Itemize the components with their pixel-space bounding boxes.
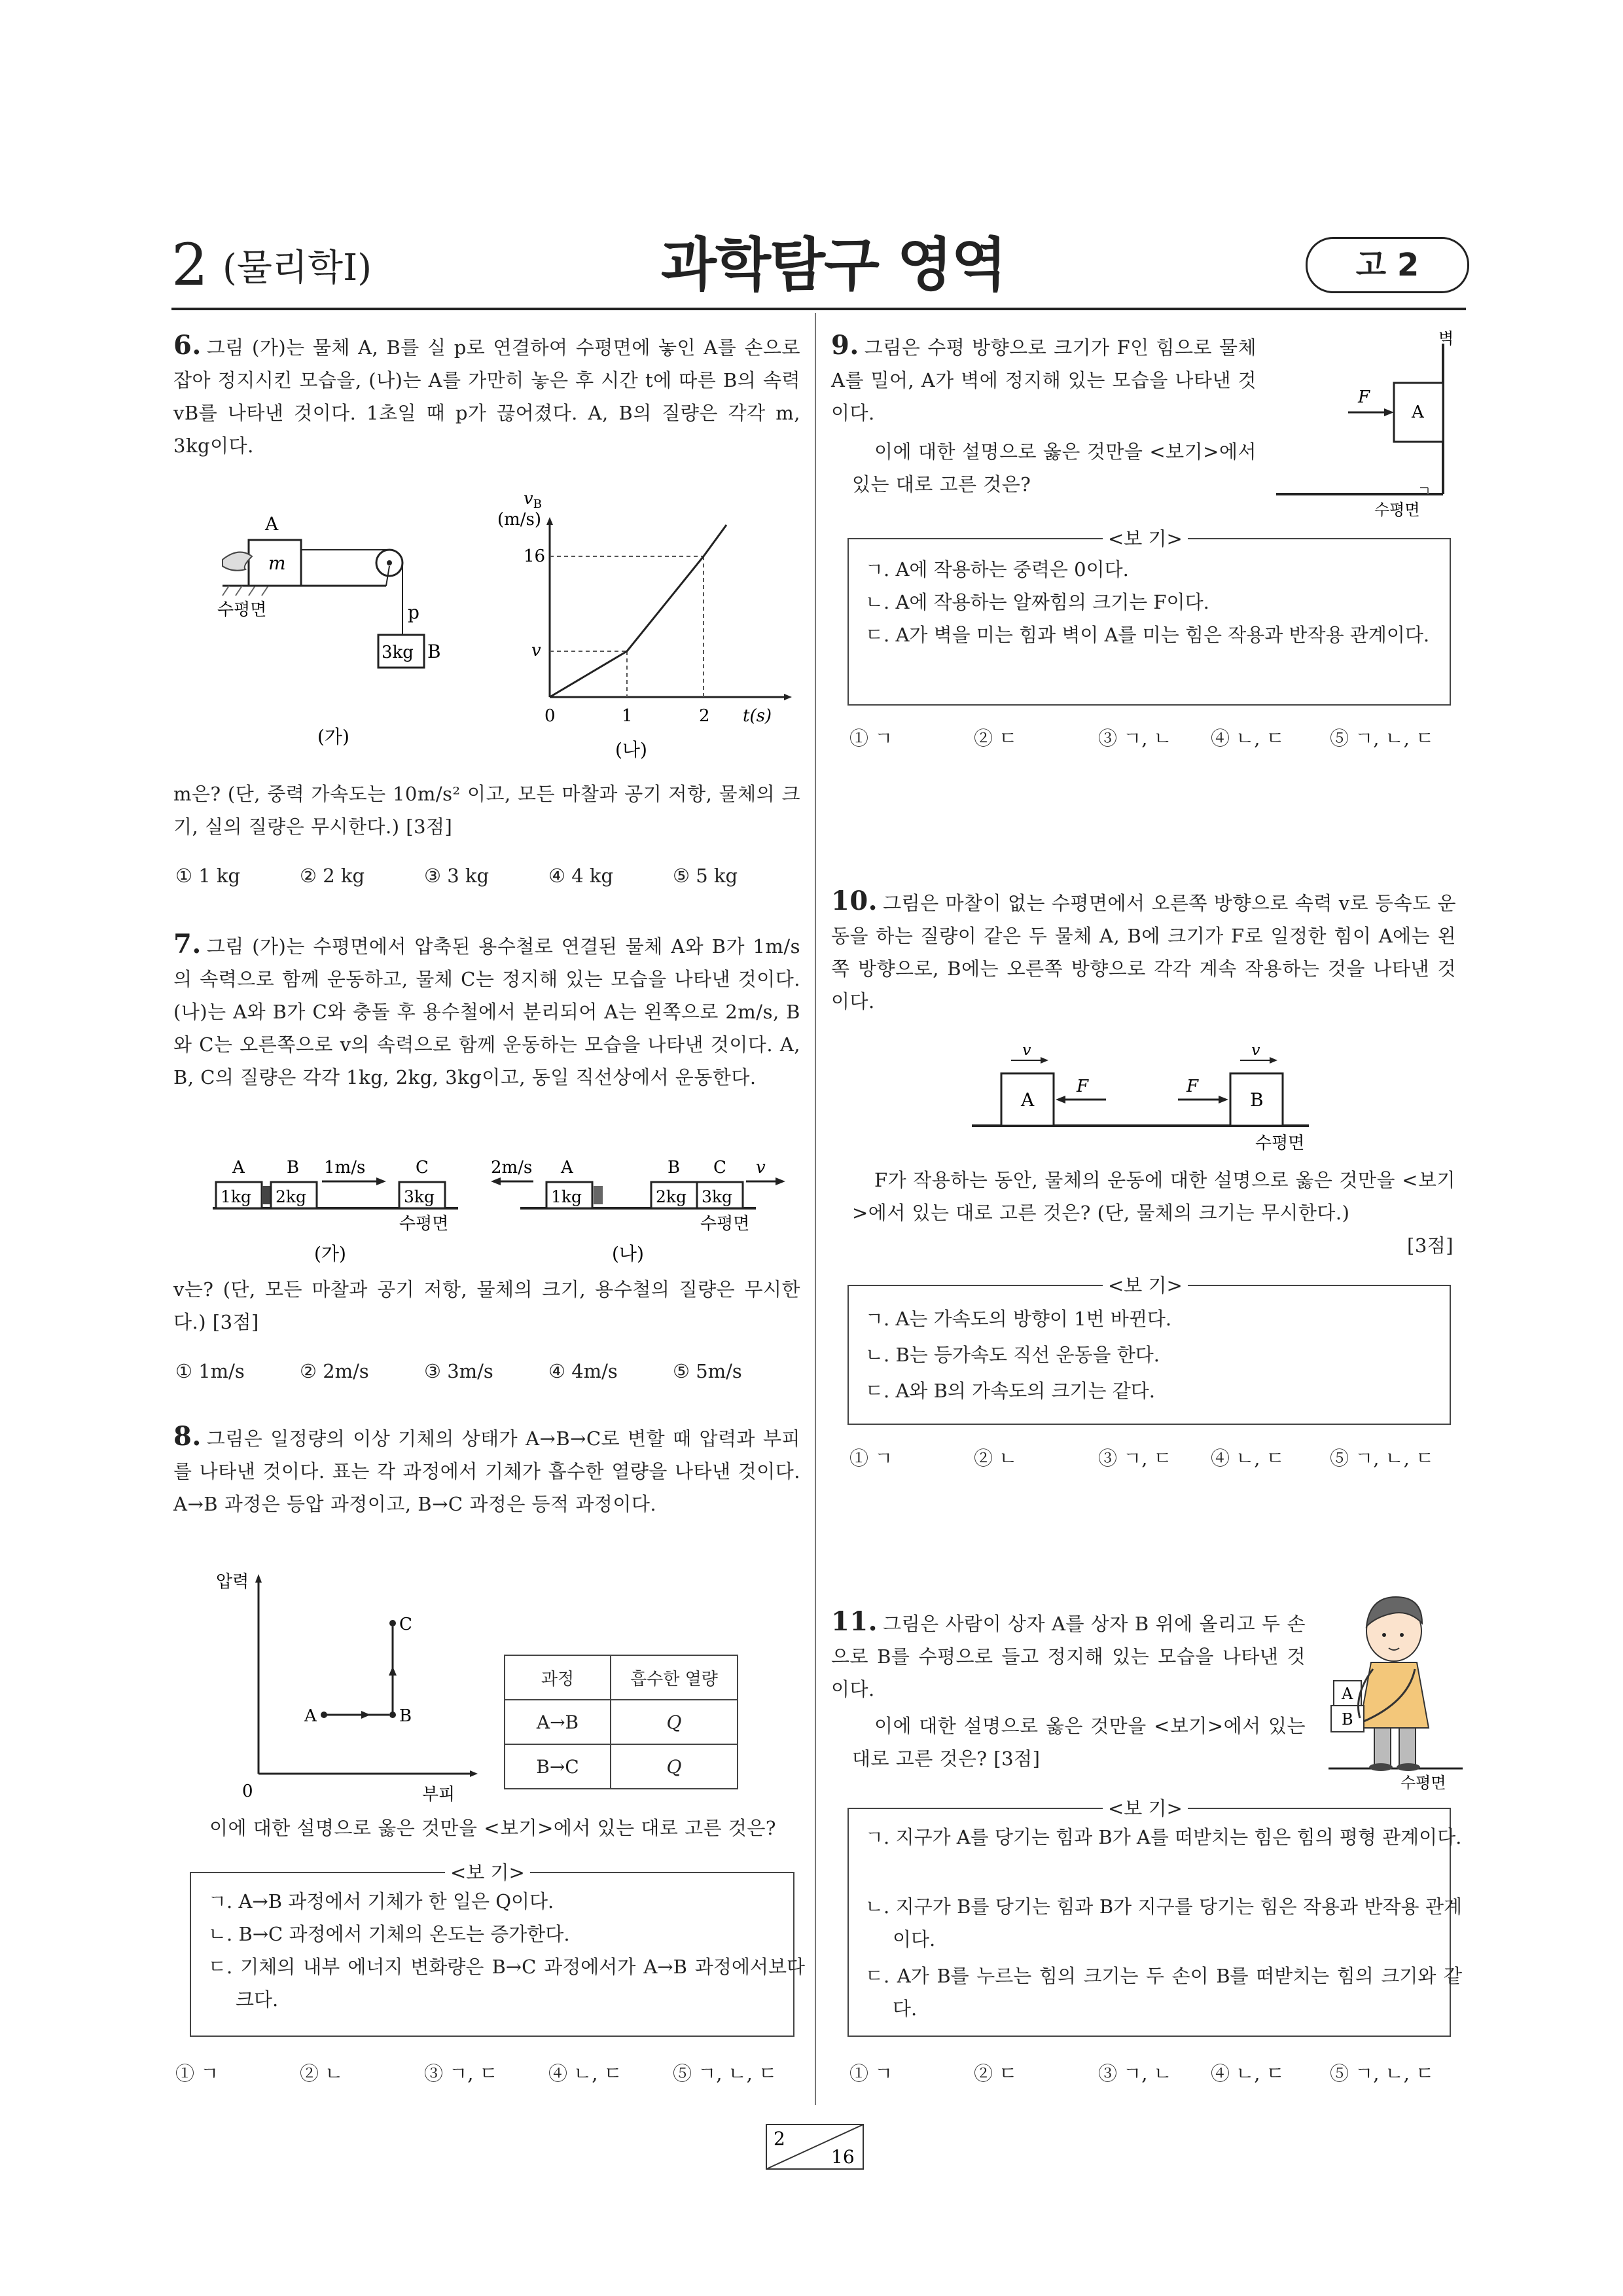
q6-figure-na-chart: [484, 484, 798, 759]
q8-table-header-process: 과정: [505, 1655, 611, 1700]
q11-bogi-item-1: ㄱ. 지구가 A를 당기는 힘과 B가 A를 떠받치는 힘은 힘의 평형 관계이다.: [865, 1826, 1462, 1848]
q10-block-a: A: [1021, 1089, 1035, 1111]
q6-xtick-2: 2: [699, 706, 710, 726]
q8-table-cell: Q: [611, 1744, 738, 1789]
q6-yunit: (m/s): [497, 510, 542, 529]
q8-question: 이에 대한 설명으로 옳은 것만을 <보기>에서 있는 대로 고른 것은?: [209, 1817, 776, 1839]
q11-body: 그림은 사람이 상자 A를 상자 B 위에 올리고 두 손으로 B를 수평으로 들고 정지해 있는 모습을 나타낸 것이다.: [831, 1613, 1306, 1700]
q10-bogi-title: <보 기>: [1103, 1276, 1188, 1295]
q7-choice-4[interactable]: ④ 4m/s: [548, 1360, 618, 1382]
q10-choice-2[interactable]: ② ㄴ: [974, 1447, 1018, 1469]
q6-velocity-line: [550, 525, 726, 697]
q8-bogi-item-1: ㄱ. A→B 과정에서 기체가 한 일은 Q이다.: [208, 1890, 554, 1912]
q10-force-a: F: [1077, 1077, 1089, 1096]
q10-bogi-item-1: ㄱ. A는 가속도의 방향이 1번 바뀐다.: [865, 1308, 1172, 1330]
header-rule: [171, 308, 1466, 310]
q7-choice-1[interactable]: ① 1m/s: [175, 1360, 245, 1382]
q10-bogi-item-3: ㄷ. A와 B의 가속도의 크기는 같다.: [865, 1380, 1155, 1402]
q7b-surface: 수평면: [700, 1214, 750, 1234]
q10-choice-3[interactable]: ③ ㄱ, ㄷ: [1098, 1447, 1172, 1469]
q6-body: 그림 (가)는 물체 A, B를 실 p로 연결하여 수평면에 놓인 A를 손으로 잡아 정지시킨 모습을, (나)는 A를 가만히 놓은 후 시간 t에 따른 B의 속력 vB를 나타낸 것이다. 1초일 때 p가 끊어졌다. A, B의 질량은 각각 m, 3kg이다.: [173, 336, 800, 457]
q9-number: 9.: [831, 330, 859, 361]
q7b-mass-b: 2kg: [656, 1187, 687, 1206]
q7a-label-c: C: [416, 1158, 429, 1177]
grade-badge: [1306, 237, 1469, 293]
q6-xlabel: t(s): [743, 706, 772, 726]
q9-text: [831, 329, 1257, 429]
q7a-mass-c: 3kg: [404, 1187, 435, 1206]
q7-choice-5[interactable]: ⑤ 5m/s: [673, 1360, 742, 1382]
q6-label-p: p: [408, 601, 419, 623]
q7-number: 7.: [173, 929, 202, 960]
q10-question: F가 작용하는 동안, 물체의 운동에 대한 설명으로 옳은 것만을 <보기>에서 있는 대로 고른 것은? (단, 물체의 크기는 무시한다.): [852, 1169, 1455, 1224]
q11-bogi-item-3: ㄷ. A가 B를 누르는 힘의 크기는 두 손이 B를 떠받치는 힘의 크기와 같다.: [865, 1965, 1462, 2020]
q6-ytick-16: 16: [524, 547, 546, 566]
page-title: 과학탐구 영역: [661, 231, 1006, 298]
q6-question: m은? (단, 중력 가속도는 10m/s² 이고, 모든 마찰과 공기 저항, 물체의 크기, 실의 질량은 무시한다.) [3점]: [173, 783, 800, 838]
q9-choice-2[interactable]: ② ㄷ: [974, 727, 1018, 749]
subject-label: (물리학Ⅰ): [223, 247, 372, 289]
q8-choice-4[interactable]: ④ ㄴ, ㄷ: [548, 2062, 622, 2085]
q8-point-c: C: [399, 1615, 412, 1634]
q7a-velocity: 1m/s: [324, 1158, 366, 1177]
q10-surface: 수평면: [1255, 1134, 1305, 1153]
column-divider: [815, 313, 816, 2105]
q11-text: [831, 1605, 1306, 1706]
q10-v-label-b: v: [1251, 1047, 1260, 1059]
q9-wall-label: 벽: [1438, 331, 1454, 348]
q10-points: [3점]: [1407, 1234, 1454, 1257]
q7b-mass-c: 3kg: [702, 1187, 733, 1206]
q8-table-header-heat: 흡수한 열량: [611, 1655, 738, 1700]
q11-text-2: 이에 대한 설명으로 옳은 것만을 <보기>에서 있는 대로 고른 것은? [3점]: [852, 1715, 1306, 1770]
q8-bogi-item-3: ㄷ. 기체의 내부 에너지 변화량은 B→C 과정에서가 A→B 과정에서보다 크다.: [208, 1956, 805, 2011]
q6-label-m: m: [268, 552, 286, 574]
q6-label-bmass: 3kg: [382, 643, 414, 662]
q6-caption-ga: (가): [317, 726, 349, 746]
q11-choice-3[interactable]: ③ ㄱ, ㄴ: [1098, 2062, 1172, 2085]
q7a-mass-a: 1kg: [221, 1187, 252, 1206]
q8-number: 8.: [173, 1421, 202, 1452]
q9-choice-4[interactable]: ④ ㄴ, ㄷ: [1211, 727, 1285, 749]
q10-block-b: B: [1250, 1089, 1264, 1111]
q7b-label-b: B: [668, 1158, 681, 1177]
q7a-label-b: B: [287, 1158, 300, 1177]
q8-xlabel: 부피: [422, 1785, 455, 1804]
q8-origin: 0: [242, 1782, 253, 1801]
q6-choice-1[interactable]: ① 1 kg: [175, 865, 241, 887]
q6-caption-na: (나): [615, 739, 647, 759]
q6-xtick-1: 1: [622, 706, 633, 726]
page-number: 2: [171, 231, 208, 298]
q6-label-surface: 수평면: [217, 600, 267, 620]
q6-choice-2[interactable]: ② 2 kg: [300, 865, 365, 887]
q7-question: v는? (단, 모든 마찰과 공기 저항, 물체의 크기, 용수철의 질량은 무시한다.) [3점]: [173, 1278, 800, 1333]
q7-text: [173, 928, 800, 1094]
q11-choice-4[interactable]: ④ ㄴ, ㄷ: [1211, 2062, 1285, 2085]
footer-total: 16: [831, 2146, 855, 2168]
q11-choice-5[interactable]: ⑤ ㄱ, ㄴ, ㄷ: [1330, 2062, 1435, 2085]
q8-choice-1[interactable]: ① ㄱ: [175, 2062, 219, 2085]
q7b-velocity-v: v: [756, 1158, 766, 1177]
q6-xtick-0: 0: [544, 706, 556, 726]
q10-force-b: F: [1186, 1077, 1199, 1096]
q9-choice-1[interactable]: ① ㄱ: [849, 727, 893, 749]
q9-force-label: F: [1358, 387, 1370, 407]
q9-choice-3[interactable]: ③ ㄱ, ㄴ: [1098, 727, 1172, 749]
q10-choice-5[interactable]: ⑤ ㄱ, ㄴ, ㄷ: [1330, 1447, 1435, 1469]
q7-choices: [175, 1358, 742, 1384]
q6-choice-3[interactable]: ③ 3 kg: [424, 865, 490, 887]
q8-heat-table: [504, 1655, 738, 1789]
q7a-mass-b: 2kg: [276, 1187, 307, 1206]
q7-choice-2[interactable]: ② 2m/s: [300, 1360, 369, 1382]
q8-choice-3[interactable]: ③ ㄱ, ㄷ: [424, 2062, 498, 2085]
q9-choice-5[interactable]: ⑤ ㄱ, ㄴ, ㄷ: [1330, 727, 1435, 749]
q6-ylabel: $v_B$: [524, 489, 542, 511]
q6-label-a: A: [265, 513, 279, 535]
q11-person-figure: [1329, 1590, 1466, 1793]
q7a-surface: 수평면: [399, 1214, 449, 1234]
q6-label-b: B: [427, 641, 441, 662]
q9-bogi-title: <보 기>: [1103, 529, 1188, 548]
q10-choices: [849, 1445, 1434, 1471]
q9-body: 그림은 수평 방향으로 크기가 F인 힘으로 물체 A를 밀어, A가 벽에 정지해 있는 모습을 나타낸 것이다.: [831, 336, 1257, 424]
q8-table-cell: A→B: [505, 1700, 611, 1744]
page-footer-fraction: [766, 2124, 864, 2170]
q8-pv-graph: [209, 1571, 484, 1820]
q7b-label-a: A: [561, 1158, 573, 1177]
q9-bogi-item-2: ㄴ. A에 작용하는 알짜힘의 크기는 F이다.: [865, 591, 1209, 613]
q11-box-b-label: B: [1342, 1710, 1353, 1729]
q10-body: 그림은 마찰이 없는 수평면에서 오른쪽 방향으로 속력 v로 등속도 운동을 하는 질량이 같은 두 물체 A, B에 크기가 F로 일정한 힘이 A에는 왼쪽 방향으로, B에는 오른쪽 방향으로 각각 계속 작용하는 것을 나타낸 것이다.: [831, 892, 1456, 1013]
q6-figure-ga: [209, 511, 445, 746]
q10-v-label-a: v: [1022, 1047, 1031, 1059]
q6-choices: [175, 863, 738, 889]
q7-caption-ga: (가): [314, 1243, 346, 1263]
q8-text: [173, 1420, 800, 1520]
q9-text-2: 이에 대한 설명으로 옳은 것만을 <보기>에서 있는 대로 고른 것은?: [852, 440, 1257, 495]
q7b-mass-a: 1kg: [551, 1187, 582, 1206]
q9-bogi-item-3: ㄷ. A가 벽을 미는 힘과 벽이 A를 미는 힘은 작용과 반작용 관계이다.: [865, 624, 1430, 646]
q7-caption-na: (나): [612, 1243, 644, 1263]
q11-surface-label: 수평면: [1400, 1774, 1446, 1792]
q9-block-label: A: [1412, 403, 1424, 422]
q9-surface-label: 수평면: [1374, 501, 1420, 519]
q11-bogi-item-2: ㄴ. 지구가 B를 당기는 힘과 B가 지구를 당기는 힘은 작용과 반작용 관계이다.: [865, 1895, 1462, 1950]
q8-table-cell: B→C: [505, 1744, 611, 1789]
q7b-velocity-2: 2m/s: [491, 1158, 533, 1177]
q8-ylabel: 압력: [216, 1572, 249, 1592]
q11-box-a-label: A: [1342, 1685, 1353, 1703]
q11-number: 11.: [831, 1606, 878, 1637]
q10-number: 10.: [831, 886, 878, 916]
q6-text: [173, 329, 800, 462]
q8-choice-5[interactable]: ⑤ ㄱ, ㄴ, ㄷ: [673, 2062, 777, 2085]
q11-choice-1[interactable]: ① ㄱ: [849, 2062, 893, 2085]
q10-choice-1[interactable]: ① ㄱ: [849, 1447, 893, 1469]
q8-choice-2[interactable]: ② ㄴ: [300, 2062, 344, 2085]
q8-point-a: A: [304, 1706, 317, 1726]
grade-label: 고 2: [1355, 247, 1419, 283]
q6-number: 6.: [173, 330, 202, 361]
q7-choice-3[interactable]: ③ 3m/s: [424, 1360, 493, 1382]
q8-bogi-title: <보 기>: [445, 1863, 530, 1882]
q11-choices: [849, 2060, 1434, 2087]
q8-choices: [175, 2060, 777, 2087]
footer-page: 2: [774, 2128, 785, 2149]
q7-body: 그림 (가)는 수평면에서 압축된 용수철로 연결된 물체 A와 B가 1m/s의 속력으로 함께 운동하고, 물체 C는 정지해 있는 모습을 나타낸 것이다. (나)는 A와 B가 C와 충돌 후 용수철에서 분리되어 A는 왼쪽으로 2m/s, B와 C는 오른쪽으로 v의 속력으로 함께 운동하는 모습을 나타낸 것이다. A, B, C의 질량은 각각 1kg, 2kg, 3kg이고, 동일 직선상에서 운동한다.: [173, 935, 800, 1088]
q11-bogi-title: <보 기>: [1103, 1799, 1188, 1818]
q6-choice-5[interactable]: ⑤ 5 kg: [673, 865, 738, 887]
q7b-label-c: C: [713, 1158, 726, 1177]
q7-figure-na: [488, 1152, 795, 1263]
q10-choice-4[interactable]: ④ ㄴ, ㄷ: [1211, 1447, 1285, 1469]
q10-figure: [969, 1047, 1322, 1165]
q8-body: 그림은 일정량의 이상 기체의 상태가 A→B→C로 변할 때 압력과 부피를 나타낸 것이다. 표는 각 과정에서 기체가 흡수한 열량을 나타낸 것이다. A→B 과정은 등압 과정이고, B→C 과정은 등적 과정이다.: [173, 1427, 800, 1515]
q6-choice-4[interactable]: ④ 4 kg: [548, 865, 614, 887]
q9-choices: [849, 725, 1434, 751]
q9-bogi-item-1: ㄱ. A에 작용하는 중력은 0이다.: [865, 558, 1129, 581]
q9-figure: [1270, 331, 1466, 520]
q11-choice-2[interactable]: ② ㄷ: [974, 2062, 1018, 2085]
q6-ytick-v: v: [531, 641, 541, 660]
q10-text: [831, 885, 1456, 1018]
q10-bogi-item-2: ㄴ. B는 등가속도 직선 운동을 한다.: [865, 1344, 1160, 1366]
q8-point-b: B: [399, 1706, 412, 1726]
q8-bogi-item-2: ㄴ. B→C 과정에서 기체의 온도는 증가한다.: [208, 1923, 570, 1945]
q8-table-cell: Q: [611, 1700, 738, 1744]
q7-figure-ga: [209, 1152, 484, 1263]
q7a-label-a: A: [232, 1158, 245, 1177]
